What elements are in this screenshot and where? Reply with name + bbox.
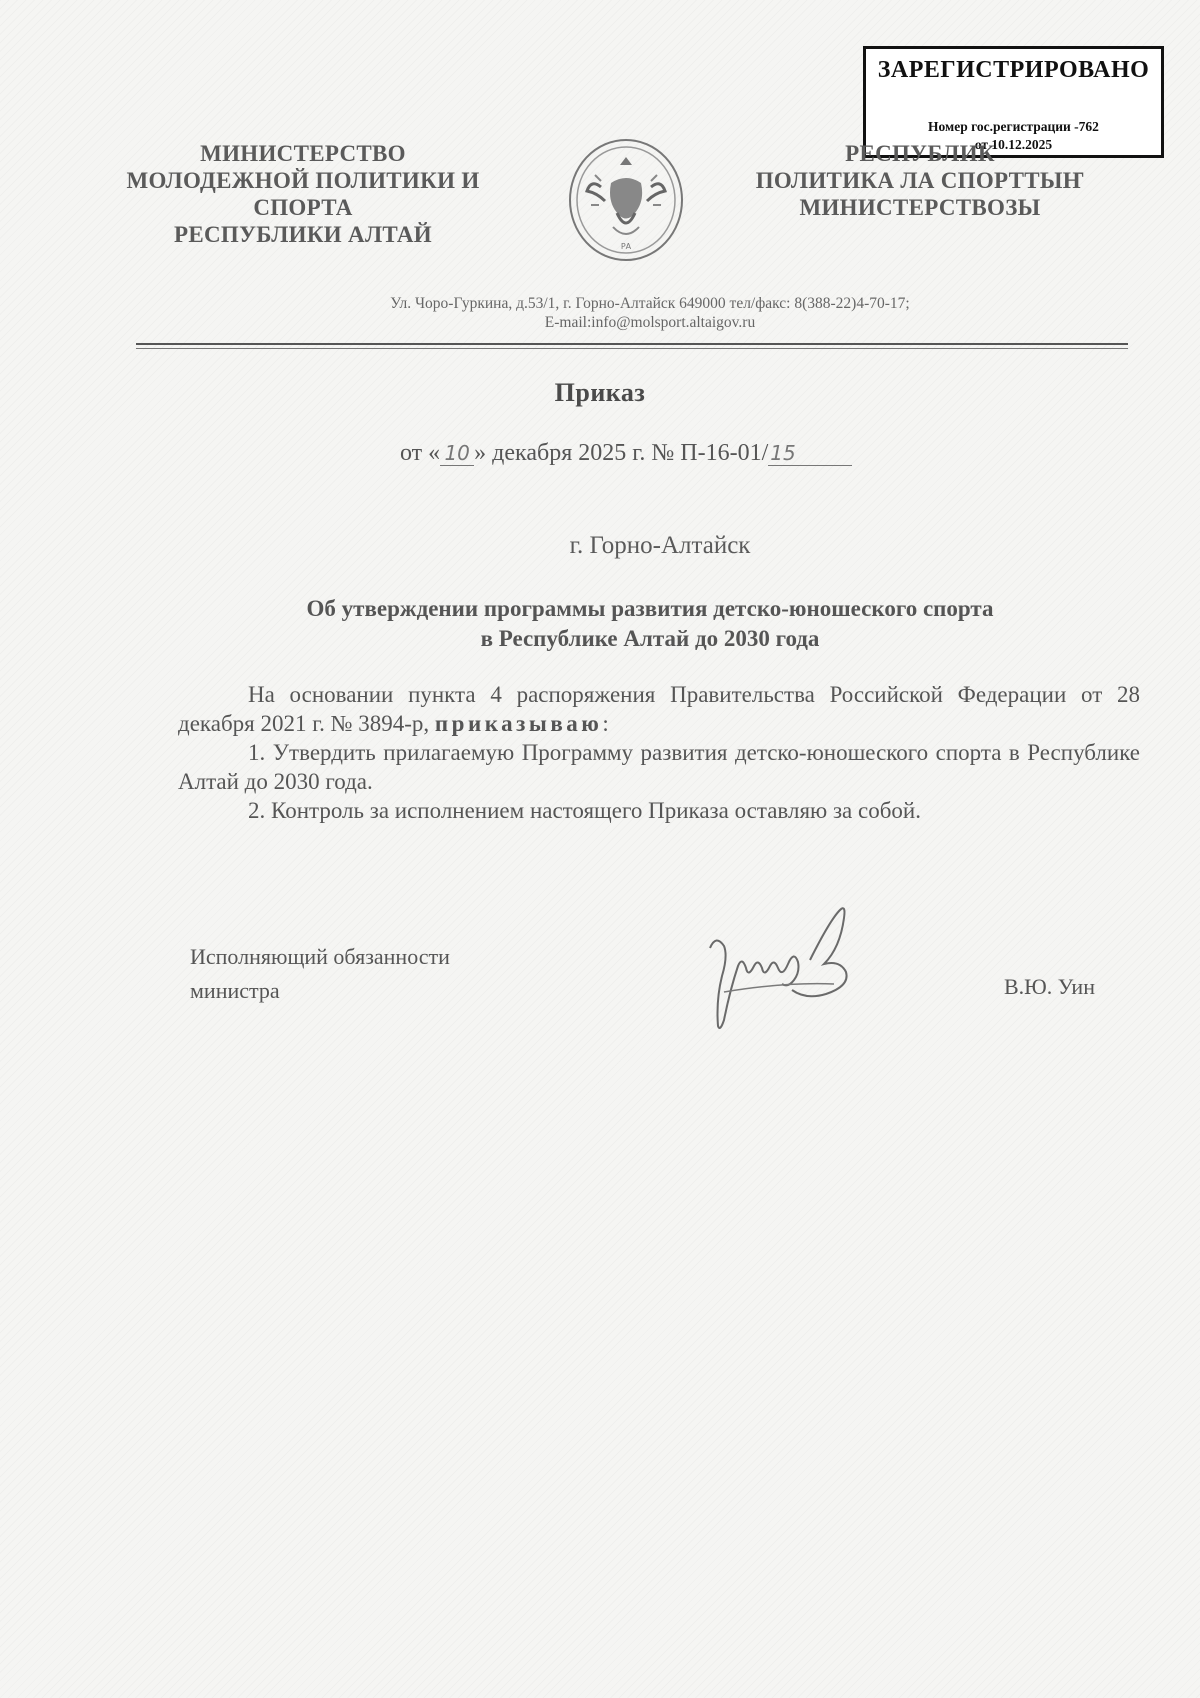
stamp-title: ЗАРЕГИСТРИРОВАНО — [877, 57, 1150, 83]
order-date-suffix: » декабря 2025 г. № П-16-01/ — [474, 440, 769, 466]
subject-line: Об утверждении программы развития детско-юношеского спорта — [306, 596, 994, 621]
order-body — [178, 680, 1140, 825]
stamp-reg-number: Номер гос.регистрации -762 — [928, 119, 1099, 134]
email-line: E-mail:info@molsport.altaigov.ru — [544, 314, 756, 331]
ministry-left-line: МИНИСТЕРСТВО — [200, 141, 406, 166]
subject-line: в Республике Алтай до 2030 года — [480, 626, 820, 651]
role-line: министра — [190, 978, 280, 1003]
ministry-right-line: РЕСПУБЛИК — [845, 141, 995, 166]
svg-text:РА: РА — [620, 242, 632, 251]
role-line: Исполняющий обязанности — [190, 944, 450, 969]
preamble-text: На основании пункта 4 распоряжения Правительства Российской Федерации от 28 декабря 2021 г. № 3894-р, — [178, 682, 1140, 736]
signatory-name: В.Ю. Уин — [1004, 974, 1095, 999]
order-subject — [200, 594, 1100, 654]
order-item-1: 1. Утвердить прилагаемую Программу развития детско-юношеского спорта в Республике Алтай до 2030 года. — [178, 740, 1140, 794]
handwritten-day: 10 — [440, 441, 474, 466]
ministry-address — [250, 294, 1050, 332]
signatory-role — [190, 940, 450, 1008]
address-line: Ул. Чоро-Гуркина, д.53/1, г. Горно-Алтайск 649000 тел/факс: 8(388-22)4-70-17; — [390, 295, 910, 312]
ministry-right-line: МИНИСТЕРСТВОЗЫ — [799, 195, 1041, 220]
header-divider — [136, 343, 1128, 345]
ministry-name-russian — [118, 140, 488, 248]
handwritten-order-number: 15 — [768, 441, 852, 466]
order-date-prefix: от « — [400, 440, 441, 466]
ministry-left-line: СПОРТА — [253, 195, 353, 220]
signature-icon — [690, 900, 860, 1050]
order-item-2: 2. Контроль за исполнением настоящего Приказа оставляю за собой. — [248, 798, 921, 823]
stamp-reg-date: от 10.12.2025 — [974, 137, 1053, 152]
preamble-command: приказываю — [434, 711, 603, 736]
header-divider-thin — [136, 348, 1128, 349]
order-date-number — [400, 440, 852, 467]
ministry-left-line: МОЛОДЕЖНОЙ ПОЛИТИКИ И — [126, 168, 480, 193]
preamble-end: : — [602, 711, 609, 736]
coat-of-arms-icon — [565, 135, 687, 265]
ministry-right-line: ПОЛИТИКА ЛА СПОРТТЫҤ — [755, 168, 1085, 193]
city: г. Горно-Алтайск — [569, 532, 751, 559]
preamble — [178, 680, 1140, 738]
ministry-left-line: РЕСПУБЛИКИ АЛТАЙ — [174, 222, 432, 247]
ministry-name-altai — [710, 140, 1130, 221]
order-title: Приказ — [554, 378, 646, 407]
